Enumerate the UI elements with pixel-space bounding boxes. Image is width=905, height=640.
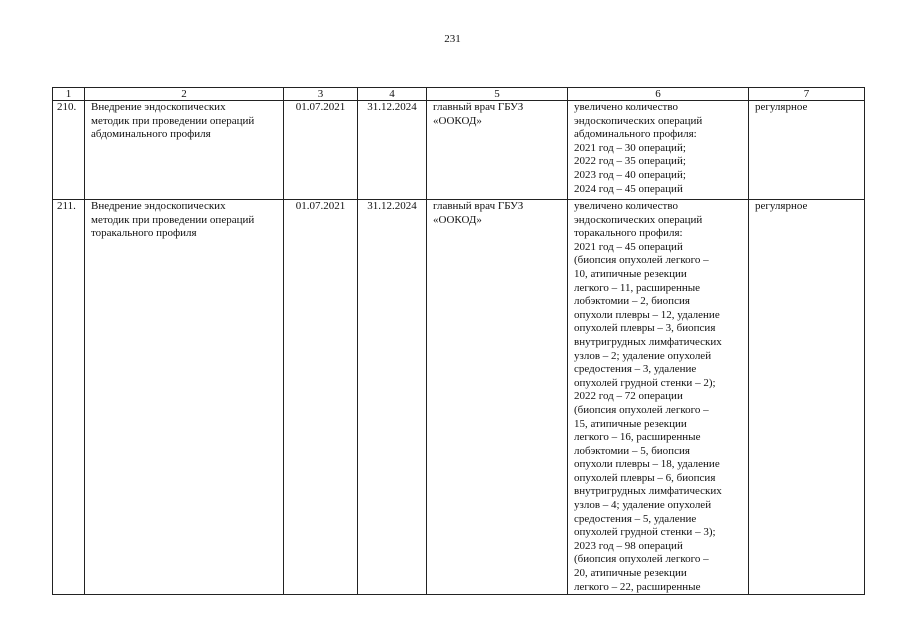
row-number: 211. bbox=[53, 200, 85, 595]
column-header: 2 bbox=[85, 88, 284, 101]
expected-result: увеличено количество эндоскопических операций торакального профиля: 2021 год – 45 операций (биопсия опухолей легкого – 10, атипичные резекции легкого – 11, расширенные лобэктомии – 2, биопсия опухоли плевры – 12, удаление опухолей плевры – 3, биопсия внутригрудных лимфатических узлов – 2; удаление опухолей средостения – 3, удаление опухолей грудной стенки – 2); 2022 год – 72 операции (биопсия опухолей легкого – 15, атипичные резекции легкого – 16, расширенные лобэктомии – 5, биопсия опухоли плевры – 18, удаление опухолей плевры – 6, биопсия внутригрудных лимфатических узлов – 4; удаление опухолей средостения – 5, удаление опухолей грудной стенки – 3); 2023 год – 98 операций (биопсия опухолей легкого – 20, атипичные резекции легкого – 22, расширенные bbox=[568, 200, 749, 595]
header-row bbox=[53, 88, 865, 101]
frequency: регулярное bbox=[749, 101, 865, 200]
column-header: 1 bbox=[53, 88, 85, 101]
plan-table bbox=[52, 87, 865, 595]
column-header: 3 bbox=[284, 88, 358, 101]
expected-result: увеличено количество эндоскопических операций абдоминального профиля: 2021 год – 30 операций; 2022 год – 35 операций; 2023 год – 40 операций; 2024 год – 45 операций bbox=[568, 101, 749, 200]
responsible: главный врач ГБУЗ «ООКОД» bbox=[427, 200, 568, 595]
measure-name: Внедрение эндоскопических методик при проведении операций абдоминального профиля bbox=[85, 101, 284, 200]
table-row bbox=[53, 200, 865, 595]
end-date: 31.12.2024 bbox=[358, 101, 427, 200]
row-number: 210. bbox=[53, 101, 85, 200]
column-header: 7 bbox=[749, 88, 865, 101]
responsible: главный врач ГБУЗ «ООКОД» bbox=[427, 101, 568, 200]
measure-name: Внедрение эндоскопических методик при проведении операций торакального профиля bbox=[85, 200, 284, 595]
column-header: 6 bbox=[568, 88, 749, 101]
page-number: 231 bbox=[444, 33, 461, 45]
end-date: 31.12.2024 bbox=[358, 200, 427, 595]
frequency: регулярное bbox=[749, 200, 865, 595]
table-row bbox=[53, 101, 865, 200]
start-date: 01.07.2021 bbox=[284, 200, 358, 595]
start-date: 01.07.2021 bbox=[284, 101, 358, 200]
column-header: 5 bbox=[427, 88, 568, 101]
column-header: 4 bbox=[358, 88, 427, 101]
